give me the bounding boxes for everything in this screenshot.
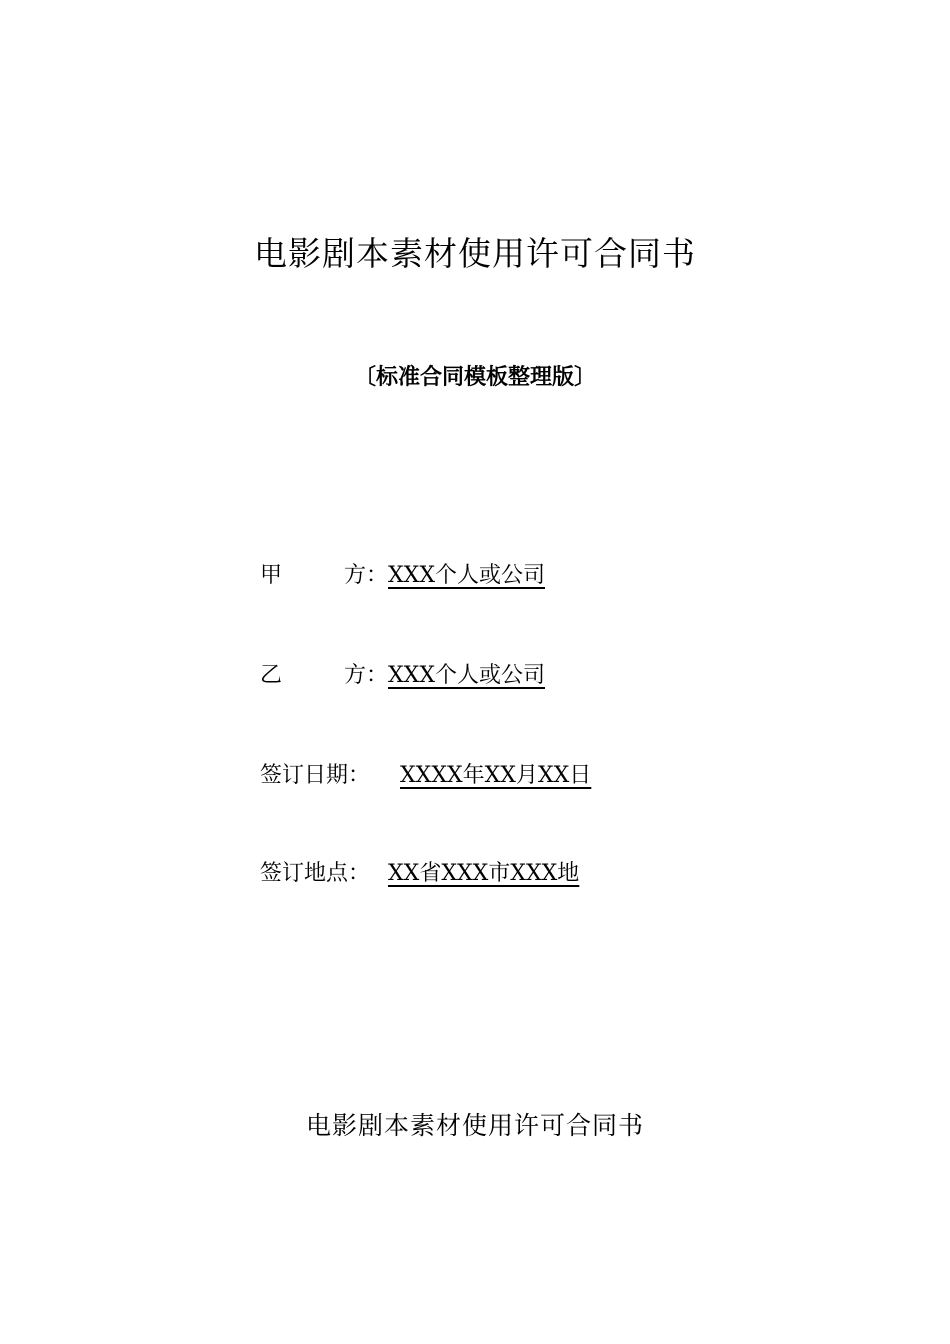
party-a-value: XXX个人或公司 xyxy=(388,563,545,588)
signing-date-label: 签订日期： xyxy=(260,763,371,788)
party-b-field xyxy=(260,660,597,692)
signing-place-field xyxy=(260,858,591,890)
signing-place-label: 签订地点： xyxy=(260,861,371,886)
party-a-field xyxy=(260,560,597,592)
signing-date-field xyxy=(260,760,617,792)
party-b-label: 乙 方： xyxy=(260,663,388,688)
party-a-label: 甲 方： xyxy=(260,563,388,588)
signing-date-value: XXXX年XX月XX日 xyxy=(400,763,592,788)
signing-place-value: XX省XXX市XXX地 xyxy=(388,861,580,886)
document-subtitle: 〔标准合同模板整理版〕 xyxy=(353,365,596,390)
party-b-value: XXX个人或公司 xyxy=(388,663,545,688)
document-title: 电影剧本素材使用许可合同书 xyxy=(254,234,696,273)
body-title: 电影剧本素材使用许可合同书 xyxy=(305,1111,644,1140)
